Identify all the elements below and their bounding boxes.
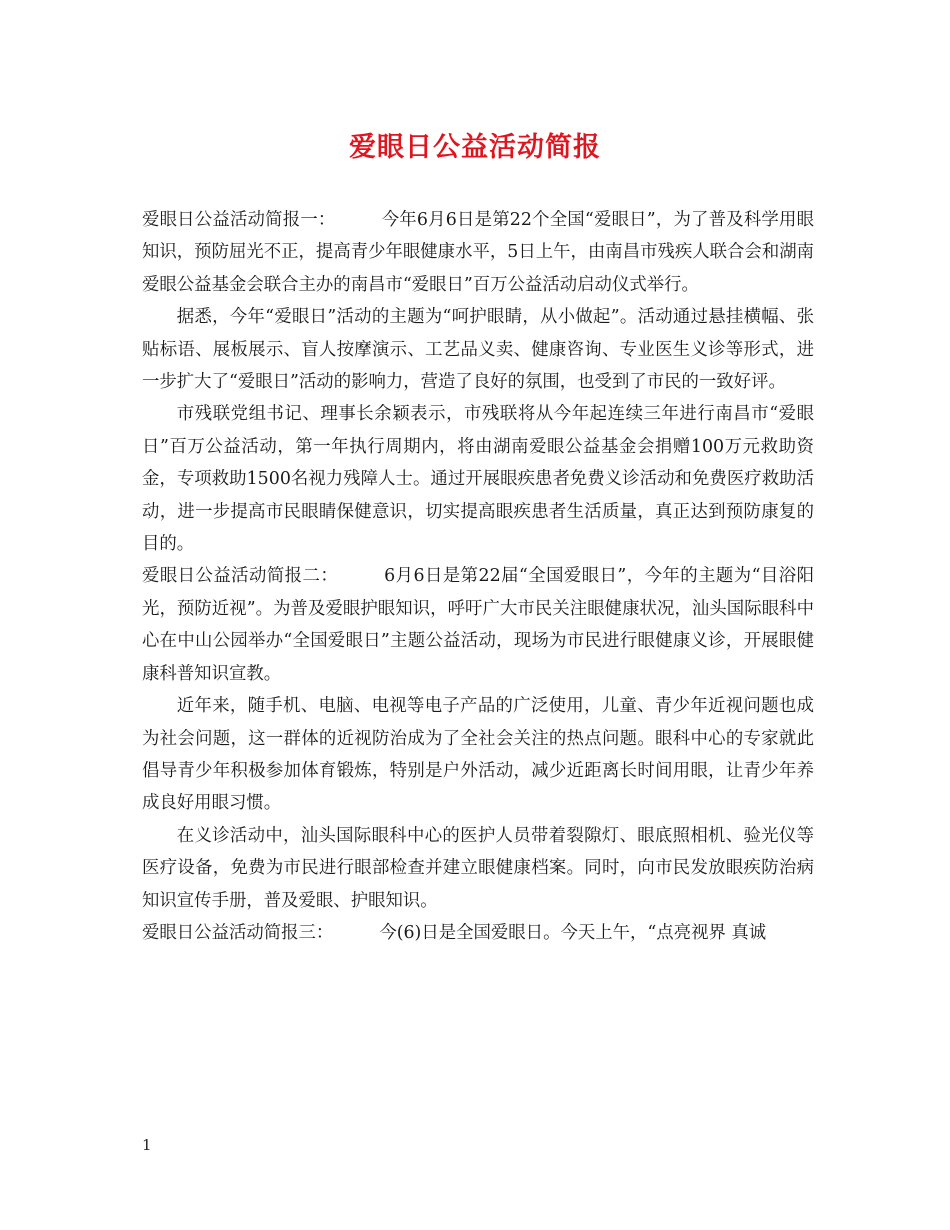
document-body xyxy=(142,204,814,949)
section-3-intro xyxy=(142,917,814,949)
section-1-label: 爱眼日公益活动简报一： xyxy=(142,210,336,230)
section-2-paragraph-2: 近年来，随手机、电脑、电视等电子产品的广泛使用，儿童、青少年近视问题也成为社会问题，这一群体的近视防治成为了全社会关注的热点问题。眼科中心的专家就此倡导青少年积极参加体育锻炼，特别是户外活动，减少近距离长时间用眼，让青少年养成良好用眼习惯。 xyxy=(142,696,814,814)
section-3-label: 爱眼日公益活动简报三： xyxy=(142,922,334,943)
section-2-paragraph-1: 6月6日是第22届“全国爱眼日”，今年的主题为“目浴阳光，预防近视”。为普及爱眼护眼知识，呼吁广大市民关注眼健康状况，汕头国际眼科中心在中山公园举办“全国爱眼日”主题公益活动，现场为市民进行眼健康义诊，开展眼健康科普知识宣教。 xyxy=(142,566,814,684)
section-2-paragraph-3: 在义诊活动中，汕头国际眼科中心的医护人员带着裂隙灯、眼底照相机、验光仪等医疗设备，免费为市民进行眼部检查并建立眼健康档案。同时，向市民发放眼疾防治病知识宣传手册，普及爱眼、护眼知识。 xyxy=(142,825,814,911)
section-2-intro xyxy=(142,560,814,690)
document-title: 爱眼日公益活动简报 xyxy=(349,132,601,163)
section-1-paragraph-2: 据悉，今年“爱眼日”活动的主题为“呵护眼睛，从小做起”。活动通过悬挂横幅、张贴标语、展板展示、盲人按摩演示、工艺品义卖、健康咨询、专业医生义诊等形式，进一步扩大了“爱眼日”活动的影响力，营造了良好的氛围，也受到了市民的一致好评。 xyxy=(142,307,814,393)
section-1-paragraph-1: 今年6月6日是第22个全国“爱眼日”，为了普及科学用眼知识，预防屈光不正，提高青少年眼健康水平，5日上午，由南昌市残疾人联合会和湖南爱眼公益基金会联合主办的南昌市“爱眼日”百万公益活动启动仪式举行。 xyxy=(142,210,814,295)
section-1-paragraph-3: 市残联党组书记、理事长余颖表示，市残联将从今年起连续三年进行南昌市“爱眼日”百万公益活动，第一年执行周期内，将由湖南爱眼公益基金会捐赠100万元救助资金，专项救助1500名视力残障人士。通过开展眼疾患者免费义诊活动和免费医疗救助活动，进一步提高市民眼睛保健意识，切实提高眼疾患者生活质量，真正达到预防康复的目的。 xyxy=(142,404,814,555)
section-1-intro xyxy=(142,204,814,301)
section-3-paragraph-1: 今(6)日是全国爱眼日。今天上午，“点亮视界 真诚 xyxy=(379,922,767,943)
section-2-label: 爱眼日公益活动简报二： xyxy=(142,566,339,587)
page-number: 1 xyxy=(142,1136,152,1154)
